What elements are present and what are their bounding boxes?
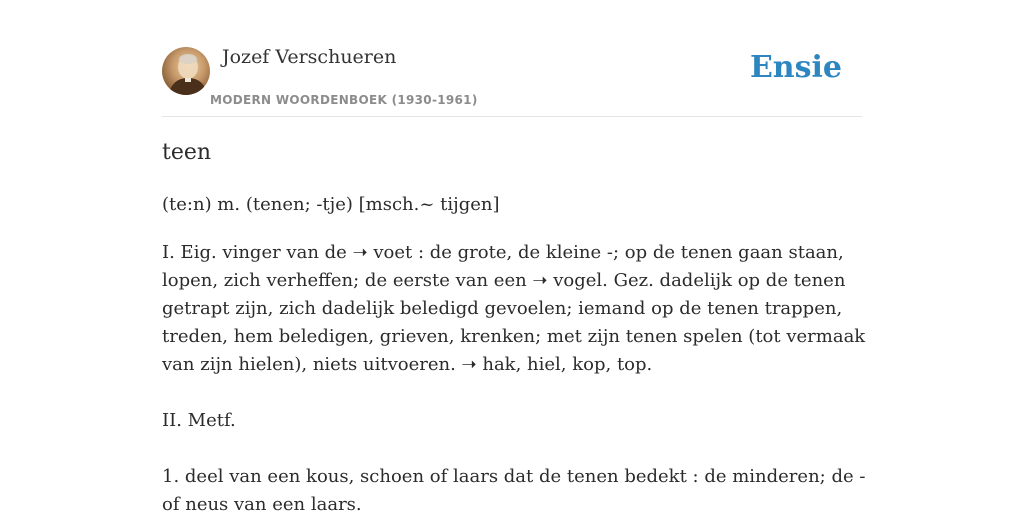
entry-definition	[162, 239, 866, 512]
entry-header	[162, 0, 862, 117]
source-dictionary[interactable]: MODERN WOORDENBOEK (1930-1961)	[210, 93, 478, 107]
entry-grammar: (te:n) m. (tenen; -tje) [msch.~ tijgen]	[162, 194, 500, 215]
definition-section-literal: I. Eig. vinger van de ➝ voet : de grote, de kleine -; op de tenen gaan staan, lopen, zich verheffen; de eerste van een ➝ vogel. Gez. dadelijk op de tenen getrapt zijn, zich dadelijk beledigd gevoelen; iemand op de tenen trappen, treden, hem beledigen, grieven, krenken; met zijn tenen spelen (tot vermaak van zijn hielen), niets uitvoeren. ➝ hak, hiel, kop, top.	[162, 242, 866, 375]
entry-term: teen	[162, 140, 212, 165]
author-avatar[interactable]	[162, 47, 210, 95]
author-portrait-icon	[162, 47, 210, 95]
paragraph-gap	[162, 435, 866, 463]
paragraph-gap	[162, 379, 866, 407]
ensie-logo[interactable]: Ensie	[749, 50, 842, 85]
definition-section-figurative: II. Metf.	[162, 410, 236, 431]
author-name[interactable]: Jozef Verschueren	[222, 46, 397, 68]
definition-subsection-1: 1. deel van een kous, schoen of laars dat de tenen bedekt : de minderen; de - of neus van een laars.	[162, 466, 866, 512]
entry-card	[162, 0, 866, 512]
